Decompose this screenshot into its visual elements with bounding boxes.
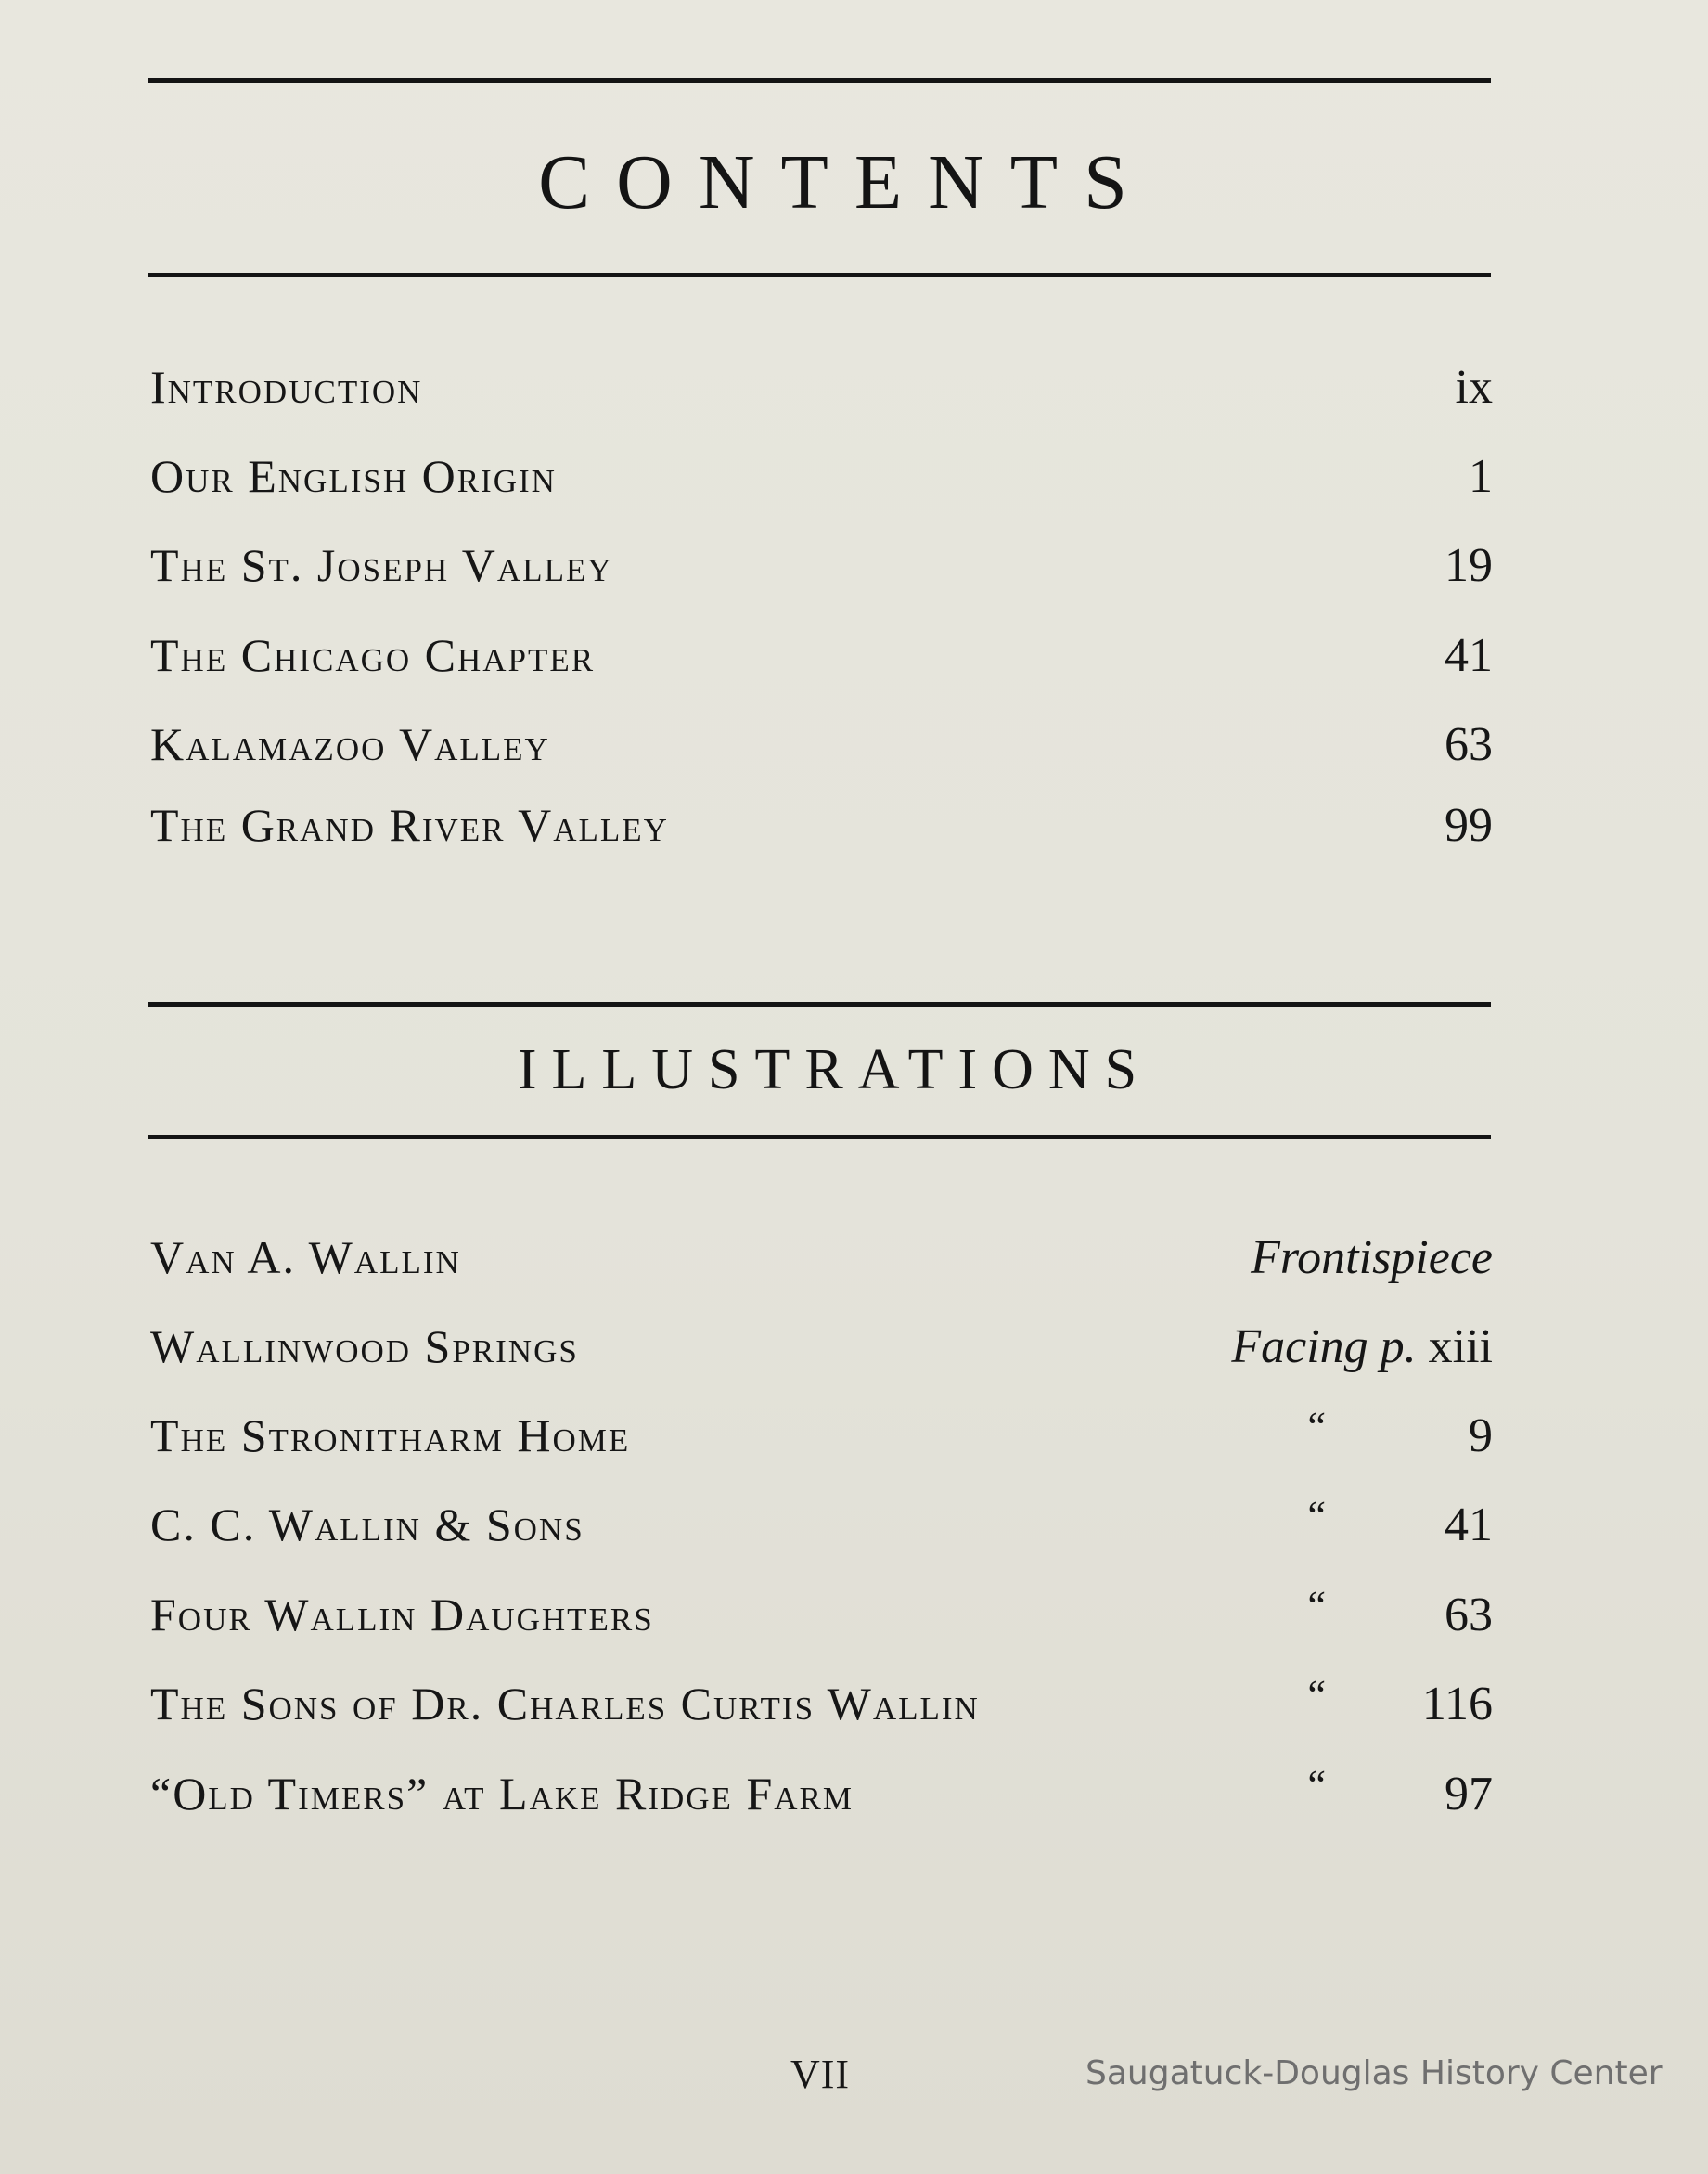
watermark-credit: Saugatuck-Douglas History Center bbox=[1085, 2054, 1663, 2092]
entry-title: Van A. Wallin bbox=[150, 1231, 461, 1283]
entry-page: 19 bbox=[1445, 539, 1493, 592]
entry-title: The Sons of Dr. Charles Curtis Wallin bbox=[150, 1678, 980, 1730]
entry-reference bbox=[1231, 1319, 1493, 1374]
ditto-mark: “ bbox=[1307, 1404, 1326, 1449]
entry-title: Wallinwood Springs bbox=[150, 1320, 579, 1372]
illustration-entry bbox=[150, 1583, 1493, 1653]
page-folio: VII bbox=[790, 2052, 851, 2097]
ditto-mark: “ bbox=[1307, 1583, 1326, 1628]
illustration-entry bbox=[150, 1672, 1493, 1742]
illustration-entry bbox=[150, 1493, 1493, 1563]
illustrations-top-rule bbox=[148, 1002, 1491, 1007]
contents-entry bbox=[150, 798, 1493, 863]
entry-page: 1 bbox=[1469, 450, 1493, 503]
entry-reference: Frontispiece bbox=[1251, 1231, 1493, 1284]
illustration-entry bbox=[150, 1319, 1493, 1384]
entry-title: The St. Joseph Valley bbox=[150, 539, 613, 591]
entry-page: 99 bbox=[1445, 799, 1493, 852]
entry-page: 9 bbox=[1469, 1409, 1493, 1462]
contents-entry bbox=[150, 360, 1493, 425]
illustrations-heading: ILLUSTRATIONS bbox=[517, 1038, 1152, 1101]
ditto-mark: “ bbox=[1307, 1762, 1326, 1807]
illustration-entry bbox=[150, 1230, 1493, 1295]
entry-title: Introduction bbox=[150, 361, 423, 413]
contents-entry bbox=[150, 449, 1493, 514]
contents-entry bbox=[150, 628, 1493, 693]
contents-entry bbox=[150, 717, 1493, 782]
entry-page: 63 bbox=[1445, 1589, 1493, 1641]
ditto-mark: “ bbox=[1307, 1672, 1326, 1717]
entry-page: xiii bbox=[1428, 1320, 1493, 1373]
facing-label: Facing p. bbox=[1231, 1320, 1417, 1373]
entry-title: Kalamazoo Valley bbox=[150, 718, 550, 770]
entry-page: 63 bbox=[1445, 718, 1493, 771]
entry-title: Our English Origin bbox=[150, 450, 557, 502]
entry-title: Four Wallin Daughters bbox=[150, 1589, 654, 1640]
entry-page: 97 bbox=[1445, 1768, 1493, 1820]
illustration-entry bbox=[150, 1762, 1493, 1832]
ditto-mark: “ bbox=[1307, 1493, 1326, 1538]
entry-title: The Grand River Valley bbox=[150, 799, 669, 851]
entry-title: The Chicago Chapter bbox=[150, 629, 596, 681]
entry-page: 41 bbox=[1445, 629, 1493, 682]
entry-title: The Stronitharm Home bbox=[150, 1409, 631, 1461]
entry-page: ix bbox=[1455, 361, 1493, 414]
entry-page: 41 bbox=[1445, 1499, 1493, 1551]
illustration-entry bbox=[150, 1404, 1493, 1473]
contents-heading: CONTENTS bbox=[538, 139, 1153, 225]
illustrations-bottom-rule bbox=[148, 1135, 1491, 1139]
contents-entry bbox=[150, 538, 1493, 603]
entry-title: “Old Timers” at Lake Ridge Farm bbox=[150, 1768, 854, 1820]
entry-page: 116 bbox=[1421, 1678, 1493, 1730]
contents-bottom-rule bbox=[148, 273, 1491, 277]
contents-top-rule bbox=[148, 78, 1491, 83]
entry-title: C. C. Wallin & Sons bbox=[150, 1499, 584, 1550]
